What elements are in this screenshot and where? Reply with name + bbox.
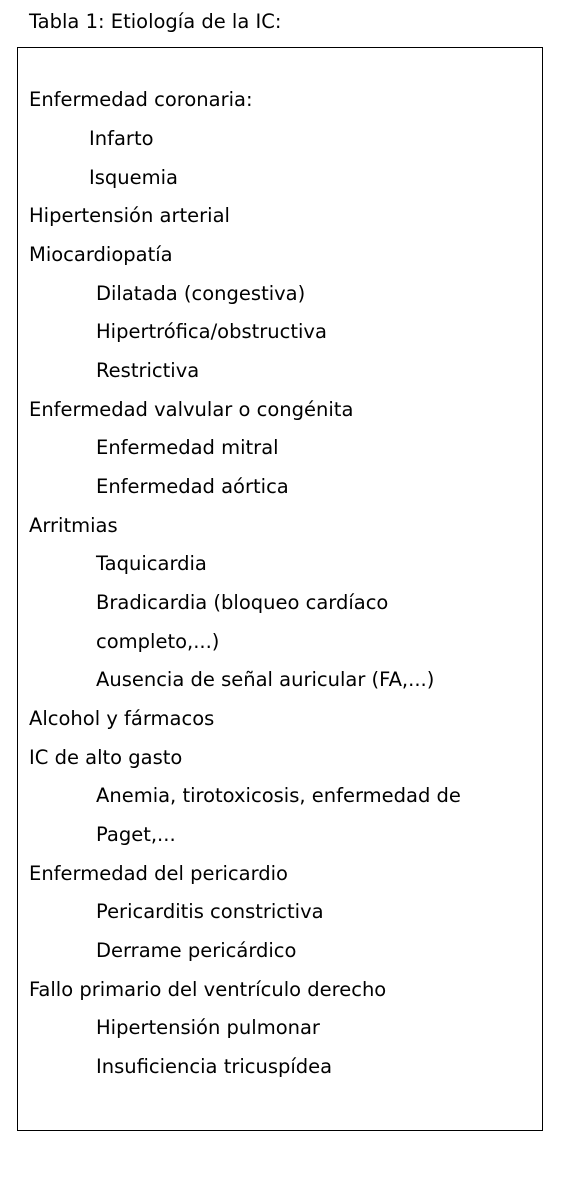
category-alcohol-farmacos: Alcohol y fármacos [29, 707, 215, 730]
category-arritmias: Arritmias [29, 514, 118, 537]
category-ic-alto-gasto: IC de alto gasto [29, 746, 183, 769]
category-miocardiopatia: Miocardiopatía [29, 243, 173, 266]
category-enfermedad-coronaria: Enfermedad coronaria: [29, 88, 253, 111]
item-enfermedad-mitral: Enfermedad mitral [96, 436, 279, 459]
item-isquemia: Isquemia [89, 166, 179, 189]
item-bradicardia: Bradicardia (bloqueo cardíaco [96, 591, 389, 614]
table-caption: Tabla 1: Etiología de la IC: [29, 10, 282, 33]
item-anemia: Anemia, tirotoxicosis, enfermedad de [96, 784, 461, 807]
category-enfermedad-pericardio: Enfermedad del pericardio [29, 862, 288, 885]
item-enfermedad-aortica: Enfermedad aórtica [96, 475, 289, 498]
item-restrictiva: Restrictiva [96, 359, 200, 382]
category-hipertension-arterial: Hipertensión arterial [29, 204, 230, 227]
item-hipertension-pulmonar: Hipertensión pulmonar [96, 1016, 320, 1039]
item-derrame: Derrame pericárdico [96, 939, 297, 962]
item-anemia-continuation: Paget,... [96, 823, 176, 846]
item-ausencia-senal-auricular: Ausencia de señal auricular (FA,...) [96, 668, 435, 691]
etiology-table [17, 47, 543, 1131]
item-hipertrofica: Hipertrófica/obstructiva [96, 320, 327, 343]
item-pericarditis: Pericarditis constrictiva [96, 900, 324, 923]
item-bradicardia-continuation: completo,...) [96, 630, 220, 653]
item-insuficiencia-tricuspidea: Insuficiencia tricuspídea [96, 1055, 333, 1078]
item-taquicardia: Taquicardia [96, 552, 207, 575]
item-infarto: Infarto [89, 127, 154, 150]
category-fallo-ventriculo-derecho: Fallo primario del ventrículo derecho [29, 978, 387, 1001]
category-enfermedad-valvular: Enfermedad valvular o congénita [29, 398, 354, 421]
item-dilatada: Dilatada (congestiva) [96, 282, 306, 305]
